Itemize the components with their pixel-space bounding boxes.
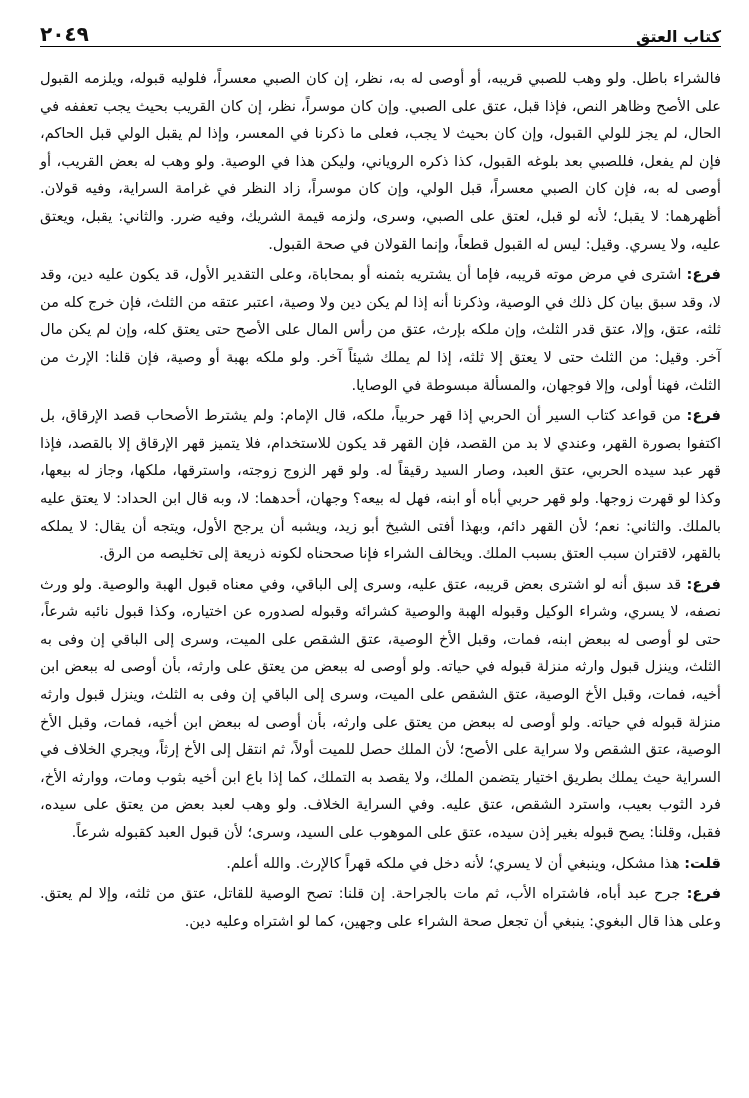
page-header: [40, 12, 721, 47]
page-number: ٢٠٤٩: [40, 22, 89, 46]
paragraph-text: جرح عبد أباه، فاشتراه الأب، ثم مات بالجراحة. إن قلنا: تصح الوصية للقاتل، عتق من ثلثه، وإلا لم يعتق. وعلى هذا قال البغوي: ينبغي أن تجعل صحة الشراء على وجهين، كما لو اشتراه وعليه دين.: [40, 885, 721, 930]
paragraph-text: اشترى في مرض موته قريبه، فإما أن يشتريه بثمنه أو بمحاباة، وعلى التقدير الأول، قد يكون عليه دين، وقد لا، وقد سبق بيان كل ذلك في الوصية، وذكرنا أنه إذا لم يكن دين ولا وصية، اعتبر عتقه من الثلث، فإن خرج كله من ثلثه، عتق، وإلا، عتق قدر الثلث، وإن ملكه بإرث، عتق من رأس المال على الأصح حتى يعتق كله، وإن لم يكن مال آخر. وقيل: من الثلث حتى لا يعتق إلا ثلثه، إذا لم يملك شيئاً آخر. ولو ملكه بهبة أو وصية، فإن قلنا: الإرث من الثلث، فهنا أولى، وإلا فوجهان، والمسألة مبسوطة في الوصايا.: [40, 266, 721, 394]
paragraph-text: فالشراء باطل. ولو وهب للصبي قريبه، أو أوصى له به، نظر، إن كان الصبي معسراً، فلوليه قبوله، ويلزمه القبول على الأصح وظاهر النص، فإذا قبل، عتق على الصبي. وإن كان موسراً، نظر، إن كان القريب بحيث يجب تعففه في الحال، لم يجز للولي القبول، وإن كان بحيث لا يجب، فعلى ما ذكرنا في المعسر، وإذا لم يقبل الولي قبل الحاكم، فإن لم يفعل، فللصبي بعد بلوغه القبول، كذا ذكره الروياني، وليكن هذا في الوصية. ولو وهب له بعض القريب، أو أوصى له به، فإن كان الصبي معسراً، قبل الولي، وإن كان موسراً، زاد النظر في غرامة السراية، وفيه قولان. أظهرهما: لا يقبل؛ لأنه لو قبل، لعتق على الصبي، وسرى، ولزمه قيمة الشريك، وفيه ضرر. والثاني: يقبل، ويعتق عليه، ولا يسري. وقيل: ليس له القبول قطعاً، وإنما القولان في صحة القبول.: [40, 70, 721, 253]
paragraph-text: من قواعد كتاب السير أن الحربي إذا قهر حربياً، ملكه، قال الإمام: ولم يشترط الأصحاب قصد الإرقاق، بل اكتفوا بصورة القهر، وعندي لا بد من القصد، فإن القهر قد يكون للاستخدام، فلا يتميز قهر الإرقاق إلا بالقصد، فإذا قهر عبد سيده الحربي، عتق العبد، وصار السيد رقيقاً له. ولو قهر الزوج زوجته، واسترقها، ملكها، وجاز له بيعها، وكذا لو قهرت زوجها. ولو قهر حربي أباه أو ابنه، فهل له بيعه؟ وجهان، أحدهما: لا، وبه قال ابن الحداد: لا يعتق عليه بالملك. والثاني: نعم؛ لأن القهر دائم، وبهذا أفتى الشيخ أبو زيد، ويشبه أن يرجح الأول، ويتجه أن يقال: لا يملكه بالقهر، لاقتران سبب العتق بسبب الملك. ويخالف الشراء فإنا صححناه لكونه ذريعة إلى تخليصه من الرق.: [40, 407, 721, 563]
paragraph-qultu: [40, 850, 721, 878]
paragraph-intro: [40, 65, 721, 258]
paragraph-far-jarh: [40, 880, 721, 935]
paragraph-label: فرع:: [686, 885, 722, 903]
paragraph-text: قد سبق أنه لو اشترى بعض قريبه، عتق عليه، وسرى إلى الباقي، وفي معناه قبول الهبة والوصية. ولو ورث نصفه، لا يسري، وشراء الوكيل وقبوله الهبة والوصية كشرائه وقبوله لصدوره عن اختياره، وكذا قبول نائبه شرعاً، حتى لو أوصى له ببعض ابنه، فمات، وقبل الأخ الوصية، عتق الشقص على الميت، وسرى إلى الباقي إن وفى به الثلث، وينزل قبول وارثه منزلة قبوله في حياته. ولو أوصى له ببعض من يعتق على وارثه، بأن أوصى له ببعض ابن أخيه، فمات، وقبل الأخ الوصية، عتق الشقص على الميت، وسرى إلى الباقي إن وفى به الثلث، وينزل قبول وارثه منزلة قبوله في حياته. ولو أوصى له ببعض من يعتق على وارثه، بأن أوصى له ببعض ابن أخيه، فمات، وقبل الأخ الوصية، عتق الشقص ولا سراية على الأصح؛ لأن الملك حصل للميت أولاً، ثم انتقل إلى الأخ إرثاً، ويجري الخلاف في السراية حيث يملك بطريق اختيار يتضمن الملك، ولا يقصد به التملك، كما إذا باع ابن أخيه بثوب ومات، ووارثه الأخ، فرد الثوب بعيب، واسترد الشقص، عتق عليه. وفي السراية الخلاف. ولو وهب لعبد بعض من يعتق على سيده، فقبل، وقلنا: يصح قبوله بغير إذن سيده، عتق على الموهوب على السيد، وسرى؛ لأن قبول العبد كقبوله شرعاً.: [40, 575, 721, 842]
paragraph-far-siyar: [40, 402, 721, 568]
book-title: كتاب العتق: [636, 27, 721, 46]
paragraph-label: فرع:: [686, 575, 721, 593]
paragraph-far-ishtara: [40, 571, 721, 847]
paragraph-text: هذا مشكل، وينبغي أن لا يسري؛ لأنه دخل في ملكه قهراً كالإرث. والله أعلم.: [226, 854, 680, 872]
paragraph-far-marad: [40, 261, 721, 399]
paragraph-label: فرع:: [686, 266, 721, 284]
page-body: [40, 65, 721, 935]
paragraph-label: فرع:: [686, 407, 721, 425]
paragraph-label: قلت:: [684, 854, 721, 872]
